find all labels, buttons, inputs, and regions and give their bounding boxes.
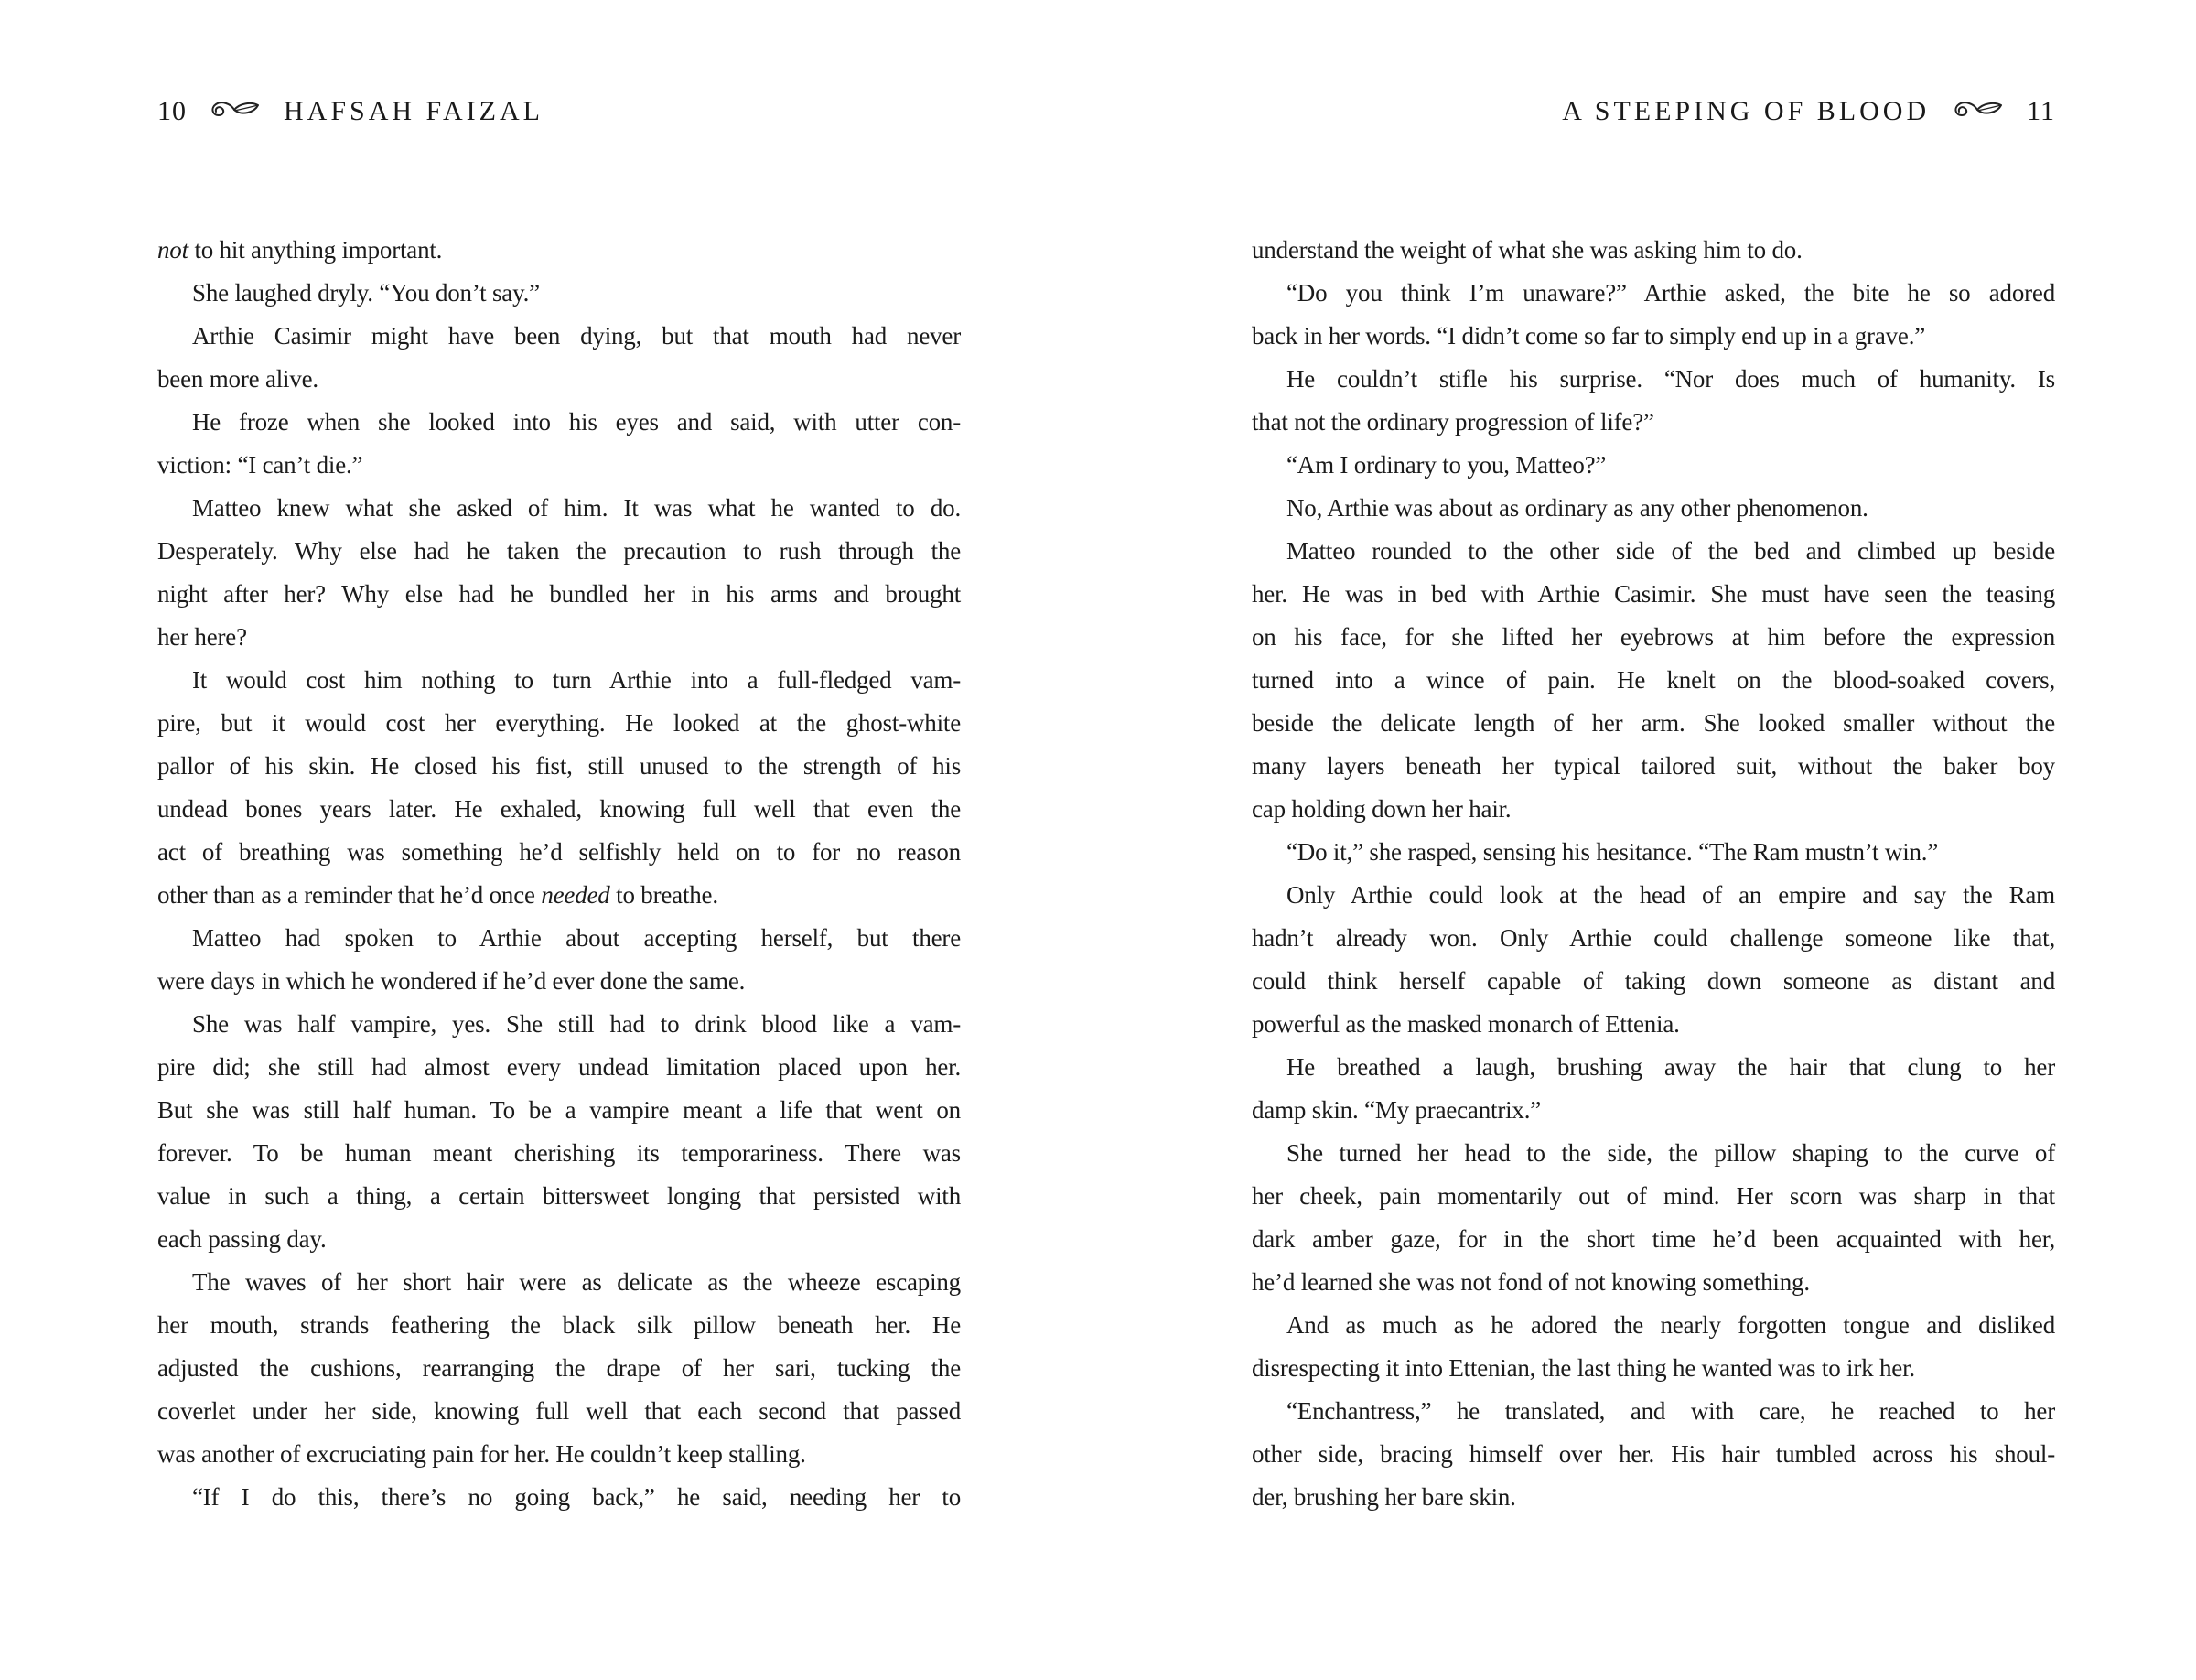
text-line: He couldn’t stifle his surprise. “Nor does much of humanity. Is [1286, 365, 2055, 393]
text-line: were days in which he wondered if he’d ever done the same. [157, 967, 746, 995]
text-line: been more alive. [157, 365, 318, 393]
running-header-author: HAFSAH FAIZAL [284, 96, 544, 126]
text-line: back in her words. “I didn’t come so far to simply end up in a grave.” [1252, 322, 1926, 350]
text-line: Matteo had spoken to Arthie about accepting herself, but there [192, 924, 961, 952]
text-line: pire did; she still had almost every undead limitation placed upon her. [157, 1053, 961, 1081]
text-line: But she was still half human. To be a vampire meant a life that went on [157, 1096, 961, 1124]
text-line: on his face, for she lifted her eyebrows at him before the expression [1252, 623, 2055, 651]
text-line: each passing day. [157, 1225, 327, 1253]
text-line: hadn’t already won. Only Arthie could challenge someone like that, [1252, 924, 2055, 952]
text-line: powerful as the masked monarch of Ettenia. [1252, 1010, 1680, 1038]
text-line: that not the ordinary progression of life?” [1252, 408, 1654, 436]
text-line: Arthie Casimir might have been dying, but that mouth had never [192, 322, 961, 350]
text-line: He froze when she looked into his eyes and said, with utter con- [192, 408, 961, 436]
text-line: The waves of her short hair were as delicate as the wheeze escaping [192, 1268, 961, 1296]
text-line: could think herself capable of taking down someone as distant and [1252, 967, 2055, 995]
text-line: many layers beneath her typical tailored suit, without the baker boy [1252, 752, 2055, 780]
text-line: cap holding down her hair. [1252, 795, 1512, 823]
text-line: Desperately. Why else had he taken the precaution to rush through the [157, 537, 961, 565]
text-line: “Do it,” she rasped, sensing his hesitance. “The Ram mustn’t win.” [1286, 838, 1939, 866]
text-line: Matteo knew what she asked of him. It was what he wanted to do. [192, 494, 961, 522]
text-line: not to hit anything important. [157, 236, 443, 264]
text-line: pallor of his skin. He closed his fist, still unused to the strength of his [157, 752, 961, 780]
text-line: undead bones years later. He exhaled, knowing full well that even the [157, 795, 961, 823]
text-line: her mouth, strands feathering the black silk pillow beneath her. He [157, 1311, 961, 1339]
text-line: her here? [157, 623, 247, 651]
text-line: adjusted the cushions, rearranging the drape of her sari, tucking the [157, 1354, 961, 1382]
text-line: “If I do this, there’s no going back,” he said, needing her to [192, 1483, 961, 1511]
left-running-header [157, 95, 544, 128]
right-running-header [1252, 95, 2055, 128]
text-line: It would cost him nothing to turn Arthie into a full-fledged vam- [192, 666, 961, 694]
text-line: pire, but it would cost her everything. He looked at the ghost-white [157, 709, 961, 737]
text-line: coverlet under her side, knowing full well that each second that passed [157, 1397, 961, 1425]
text-line: her cheek, pain momentarily out of mind. Her scorn was sharp in that [1252, 1182, 2055, 1210]
text-line: dark amber gaze, for in the short time he’d been acquainted with her, [1252, 1225, 2055, 1253]
page-number: 10 [157, 96, 187, 126]
text-line: was another of excruciating pain for her. He couldn’t keep stalling. [157, 1440, 806, 1468]
text-line: “Enchantress,” he translated, and with care, he reached to her [1286, 1397, 2055, 1425]
text-line: beside the delicate length of her arm. She looked smaller without the [1252, 709, 2055, 737]
text-line: understand the weight of what she was asking him to do. [1252, 236, 1803, 264]
text-line: She turned her head to the side, the pillow shaping to the curve of [1286, 1139, 2055, 1167]
left-page-body [157, 229, 961, 1519]
text-line: No, Arthie was about as ordinary as any other phenomenon. [1286, 494, 1868, 522]
text-line: “Do you think I’m unaware?” Arthie asked, the bite he so adored [1286, 279, 2055, 307]
page-number: 11 [2027, 96, 2055, 126]
text-line: viction: “I can’t die.” [157, 451, 363, 479]
text-line: She laughed dryly. “You don’t say.” [192, 279, 540, 307]
text-line: turned into a wince of pain. He knelt on the blood-soaked covers, [1252, 666, 2055, 694]
text-line: other side, bracing himself over her. His hair tumbled across his shoul- [1252, 1440, 2055, 1468]
text-line: other than as a reminder that he’d once needed to breathe. [157, 881, 718, 909]
text-line: Only Arthie could look at the head of an empire and say the Ram [1286, 881, 2055, 909]
text-line: She was half vampire, yes. She still had to drink blood like a vam- [192, 1010, 961, 1038]
right-page-body [1252, 229, 2055, 1519]
running-header-title: A STEEPING OF BLOOD [1562, 96, 1931, 126]
text-line: night after her? Why else had he bundled her in his arms and brought [157, 580, 961, 608]
text-line: Matteo rounded to the other side of the bed and climbed up beside [1286, 537, 2055, 565]
text-line: value in such a thing, a certain bittersweet longing that persisted with [157, 1182, 961, 1210]
text-line: der, brushing her bare skin. [1252, 1483, 1516, 1511]
text-line: damp skin. “My praecantrix.” [1252, 1096, 1542, 1124]
text-line: forever. To be human meant cherishing its temporariness. There was [157, 1139, 961, 1167]
text-line: And as much as he adored the nearly forgotten tongue and disliked [1286, 1311, 2055, 1339]
flourish-ornament-icon [1952, 95, 2005, 128]
text-line: he’d learned she was not fond of not knowing something. [1252, 1268, 1810, 1296]
text-line: He breathed a laugh, brushing away the hair that clung to her [1286, 1053, 2055, 1081]
text-line: act of breathing was something he’d selfishly held on to for no reason [157, 838, 961, 866]
text-line: “Am I ordinary to you, Matteo?” [1286, 451, 1607, 479]
text-line: disrespecting it into Ettenian, the last thing he wanted was to irk her. [1252, 1354, 1915, 1382]
text-line: her. He was in bed with Arthie Casimir. She must have seen the teasing [1252, 580, 2055, 608]
flourish-ornament-icon [209, 95, 262, 128]
